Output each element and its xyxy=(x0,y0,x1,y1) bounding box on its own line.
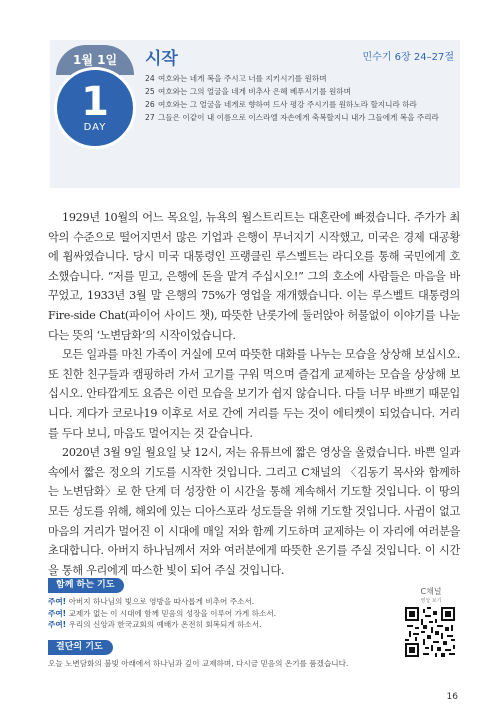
channel-brand: C채널 xyxy=(420,587,442,596)
verse-number: 27 xyxy=(145,113,155,122)
decision-section-title: 결단의 기도 xyxy=(48,640,113,655)
devotional-body xyxy=(48,208,460,580)
verse-list xyxy=(145,72,445,124)
prayer-text: 우리의 신앙과 한국교회의 예배가 온전히 회복되게 하소서. xyxy=(68,620,262,629)
page-number: 16 xyxy=(446,692,458,702)
prayer-prefix: 주여! xyxy=(48,620,67,629)
prayer-prefix: 주여! xyxy=(48,608,67,618)
verse-text: 그들은 이같이 내 이름으로 이스라엘 자손에게 축복할지니 내가 그들에게 복을 주리라 xyxy=(158,113,439,122)
date-badge xyxy=(56,45,134,183)
body-paragraph: 모든 일과를 마친 가족이 거실에 모여 따뜻한 대화를 나누는 모습을 상상해 보십시오. 또 친한 친구들과 캠핑하러 가서 고기를 구워 먹으며 즐겁게 교제하는 모습을 상상해 보십시오. 안타깝게도 요즘은 이런 모습을 보기가 쉽지 않습니다. 다들 너무 바쁘기 때문입니다. 게다가 코로나19 이후로 서로 간에 거리를 두는 것이 에티켓이 되었습니다. 거리를 두다 보니, 마음도 멀어지는 것 같습니다. xyxy=(48,348,460,440)
prayer-text: 아버지 하나님의 빛으로 영방을 따사롭게 비추어 주소서. xyxy=(68,597,255,606)
verse-number: 26 xyxy=(145,100,155,109)
day-circle xyxy=(54,67,136,149)
prayer-line xyxy=(48,596,378,608)
verse-item xyxy=(145,72,445,85)
prayer-prefix: 주여! xyxy=(48,597,67,606)
page-title: 시작 xyxy=(145,49,178,69)
body-paragraph: 2020년 3월 9일 월요일 낮 12시, 저는 유튜브에 짧은 영상을 올렸습니다. 바쁜 일과 속에서 짧은 정오의 기도를 시작한 것입니다. 그리고 C채널의 〈김동기 목사와 함께하는 노변담화〉로 한 단계 더 성장한 이 시간을 통해 계속해서 기도할 것입니다. 이 땅의 모든 성도를 위해, 해외에 있는 디아스포라 성도들을 위해 기도할 것입니다. 사귐이 없고 마음의 거리가 멀어진 이 시대에 매일 저와 함께 기도하며 교제하는 이 자리에 여러분을 초대합니다. 아버지 하나님께서 저와 여러분에게 따뜻한 온기를 주실 것입니다. 이 시간을 통해 우리에게 따스한 빛이 되어 주실 것입니다. xyxy=(48,446,460,577)
qr-code-icon[interactable] xyxy=(405,607,455,657)
verse-item xyxy=(145,85,445,98)
prayer-list xyxy=(48,596,378,631)
verse-item xyxy=(145,98,445,111)
verse-text: 여호와는 그 얼굴을 네게로 향하여 드사 평강 주시기를 원하노라 할지니라 하라 xyxy=(158,100,417,109)
verse-number: 25 xyxy=(145,87,155,96)
prayer-section xyxy=(48,572,460,631)
qr-block xyxy=(405,586,457,657)
verse-number: 24 xyxy=(145,74,155,83)
day-number: 1 xyxy=(81,79,109,125)
prayer-line xyxy=(48,619,378,631)
prayer-text: 교제가 없는 이 시대에 함께 믿음의 성장을 이루어 가게 하소서. xyxy=(68,608,277,618)
day-label: DAY xyxy=(83,122,107,133)
decision-text: 오늘 노변담화의 불빛 아래에서 하나님과 깊이 교제하며, 다시금 믿음의 온기를 품겠습니다. xyxy=(48,659,349,668)
verse-text: 여호와는 그의 얼굴을 네게 비추사 은혜 베푸시기를 원하며 xyxy=(158,87,351,96)
verse-item xyxy=(145,111,445,124)
scripture-reference: 민수기 6장 24–27절 xyxy=(362,52,454,63)
prayer-line xyxy=(48,608,378,620)
date-label: 1월 1일 xyxy=(56,45,134,75)
decision-section xyxy=(48,634,378,670)
prayer-section-title: 함께 하는 기도 xyxy=(48,578,124,593)
body-paragraph: 1929년 10월의 어느 목요일, 뉴욕의 월스트리트는 대혼란에 빠졌습니다. 주가가 최악의 수준으로 떨어지면서 많은 기업과 은행이 무너지기 시작했고, 미국은 경제 대공황에 휩싸였습니다. 당시 미국 대통령인 프랭클린 루스벨트는 라디오를 통해 국민에게 호소했습니다. “저를 믿고, 은행에 돈을 맡겨 주십시오!” 그의 호소에 사람들은 마음을 바꾸었고, 1933년 3월 말 은행의 75%가 영업을 재개했습니다. 이는 루스벨트 대통령의 Fire-side Chat(파이어 사이드 챗), 따뜻한 난롯가에 둘러앉아 허물없이 이야기를 나눈다는 뜻의 ‘노변담화’의 시작이었습니다. xyxy=(48,211,460,342)
verse-text: 여호와는 네게 복을 주시고 너를 지키시기를 원하며 xyxy=(158,74,327,83)
qr-caption: 영상 보기 xyxy=(420,598,442,604)
